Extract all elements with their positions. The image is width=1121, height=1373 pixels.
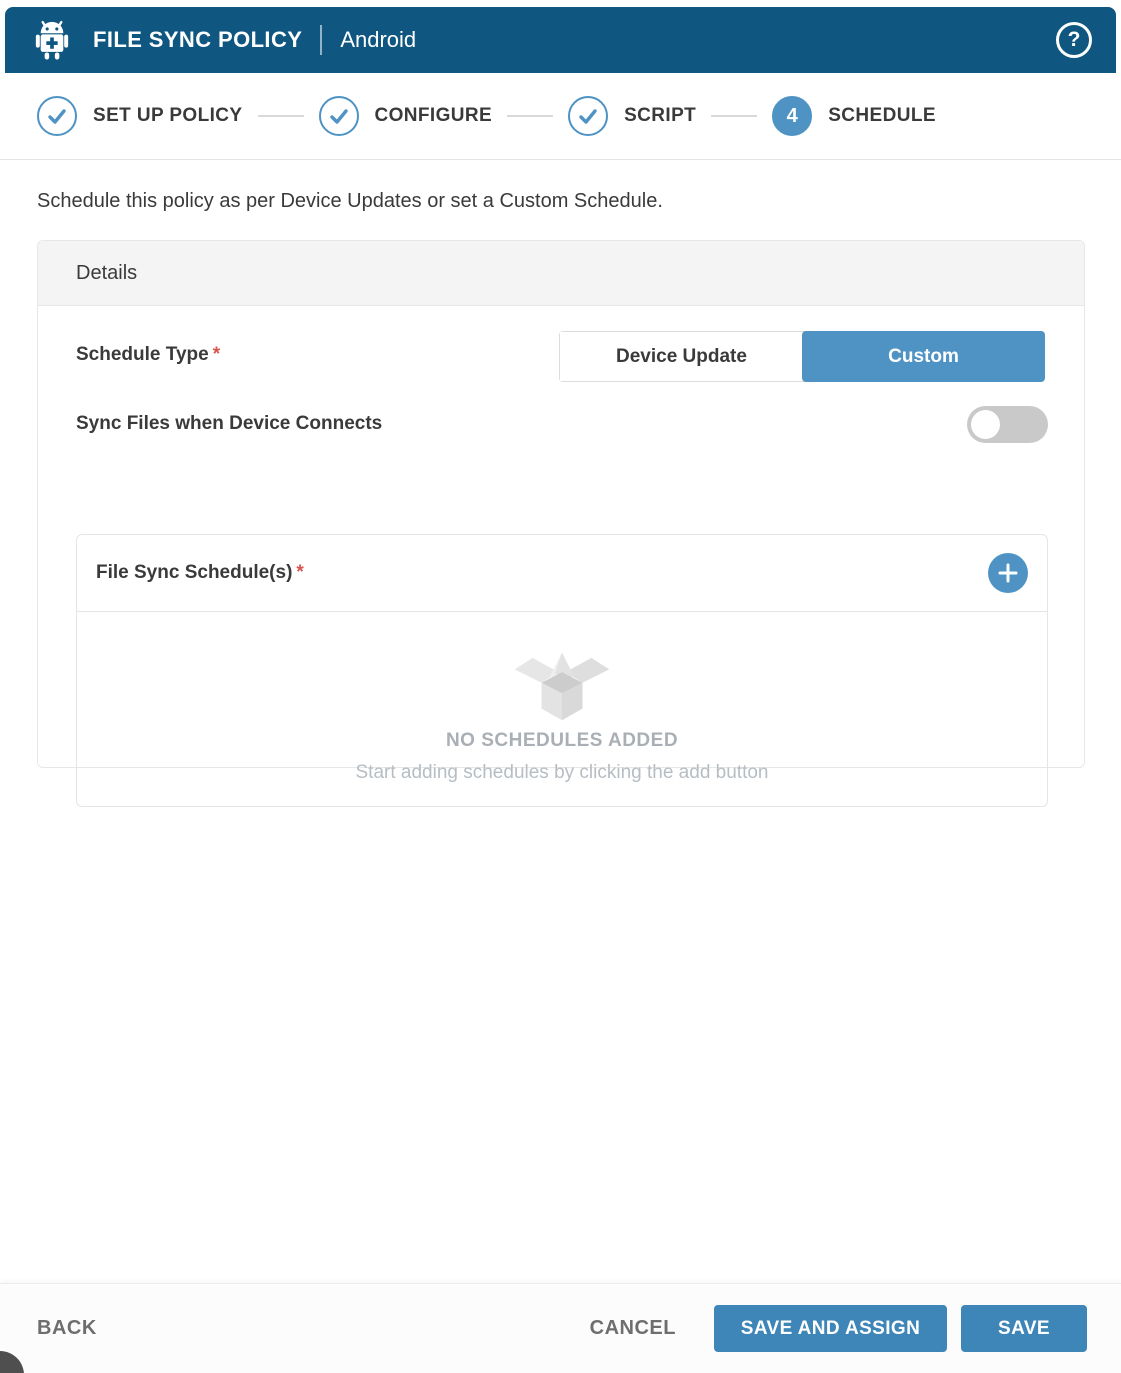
back-button[interactable]: BACK [37, 1317, 97, 1339]
step-label: SET UP POLICY [93, 105, 243, 126]
file-sync-schedules-section [76, 534, 1048, 807]
empty-state-title: NO SCHEDULES ADDED [445, 729, 679, 751]
toggle-knob [971, 410, 1000, 439]
step-configure[interactable] [319, 96, 493, 136]
app-header [5, 7, 1116, 73]
floating-widget-button[interactable] [0, 1351, 24, 1373]
help-icon[interactable]: ? [1056, 22, 1092, 58]
android-robot-icon [35, 19, 71, 61]
file-sync-schedules-header [77, 535, 1047, 612]
cancel-button[interactable]: CANCEL [589, 1317, 676, 1339]
file-sync-schedules-label: File Sync Schedule(s) * [96, 562, 304, 583]
add-schedule-button[interactable] [988, 553, 1028, 593]
footer-action-bar [0, 1283, 1121, 1373]
sync-on-connect-row [76, 405, 1048, 443]
step-schedule-current[interactable] [772, 96, 936, 136]
platform-label: Android [340, 27, 417, 52]
schedules-empty-state [77, 612, 1047, 807]
required-asterisk: * [212, 343, 221, 365]
schedule-type-label: Schedule Type * [76, 343, 221, 365]
check-icon [37, 96, 77, 136]
segment-custom[interactable]: Custom [802, 331, 1045, 382]
details-panel-title: Details [38, 241, 1084, 306]
check-icon [568, 96, 608, 136]
sync-on-connect-label: Sync Files when Device Connects [76, 413, 383, 434]
schedule-type-segmented-control [559, 331, 1045, 382]
step-connector [258, 115, 304, 117]
footer-right-actions [590, 1305, 1087, 1352]
page-description: Schedule this policy as per Device Updates or set a Custom Schedule. [37, 190, 663, 212]
step-connector [507, 115, 553, 117]
save-and-assign-button[interactable]: SAVE AND ASSIGN [714, 1305, 947, 1352]
step-connector [711, 115, 757, 117]
step-set-up-policy[interactable] [37, 96, 243, 136]
sync-on-connect-toggle[interactable] [967, 406, 1048, 443]
plus-icon [997, 562, 1019, 584]
schedule-type-row [76, 331, 1045, 382]
page-title: FILE SYNC POLICY [93, 27, 303, 52]
step-label: CONFIGURE [374, 105, 493, 126]
step-number-badge: 4 [772, 96, 812, 136]
step-label: SCHEDULE [828, 105, 936, 126]
check-icon [319, 96, 359, 136]
step-label: SCRIPT [624, 105, 697, 126]
wizard-stepper [0, 73, 1121, 160]
empty-state-subtitle: Start adding schedules by clicking the add button [355, 761, 769, 783]
segment-device-update[interactable]: Device Update [560, 332, 803, 381]
step-script[interactable] [568, 96, 696, 136]
details-panel [37, 240, 1085, 783]
title-separator [320, 25, 322, 55]
details-panel-body [38, 306, 1084, 783]
open-box-icon [506, 640, 618, 722]
required-asterisk: * [296, 562, 304, 583]
save-button[interactable]: SAVE [961, 1305, 1087, 1352]
